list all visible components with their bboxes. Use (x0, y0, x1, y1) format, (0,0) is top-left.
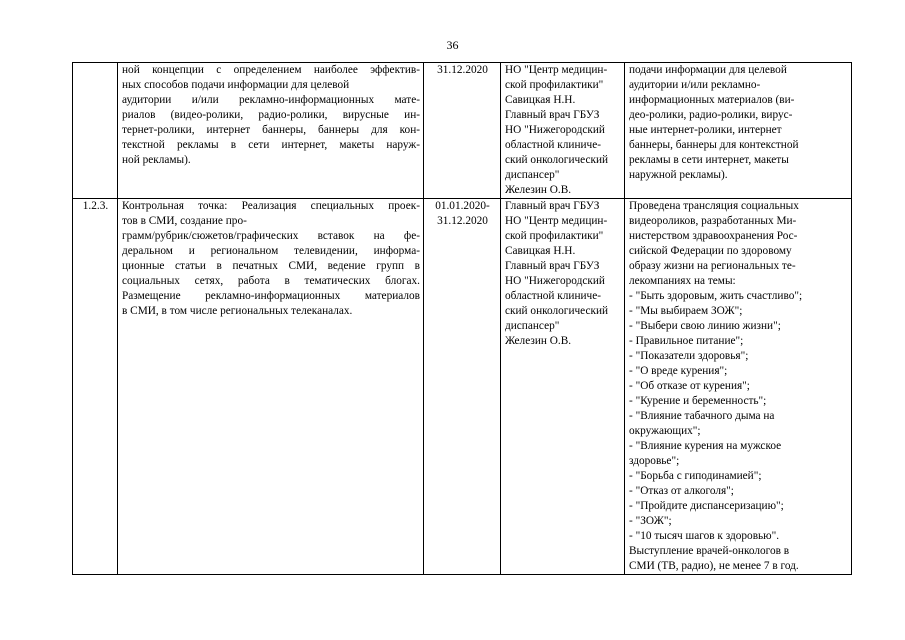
text-line: Главный врач ГБУЗ (505, 200, 600, 212)
text-line: аудитории и/или рекламно-информационных мате- (122, 94, 420, 106)
deadline-cell (424, 199, 501, 575)
text-line: информационных материалов (ви- (629, 94, 795, 106)
text-line: 31.12.2020 (437, 215, 488, 227)
text-line: рекламы в сети интернет, макеты (629, 154, 789, 166)
text-line: диспансер" (505, 320, 560, 332)
text-line: в СМИ, в том числе региональных телеканалах. (122, 305, 353, 317)
text-line: ционные статьи в печатных СМИ, ведение групп в (122, 260, 420, 272)
text-line: ский онкологический (505, 305, 609, 317)
text-line: Железин О.В. (505, 184, 572, 196)
text-line: текстной рекламы в сети интернет, макеты наруж- (122, 139, 420, 151)
text-line: окружающих"; (629, 425, 701, 437)
text-line: аудитории и/или рекламно- (629, 79, 761, 91)
description-cell (118, 199, 424, 575)
text-line: образу жизни на региональных те- (629, 260, 796, 272)
text-line: - "Влияние курения на мужское (629, 440, 782, 452)
description-cell (118, 63, 424, 199)
text-line: подачи информации для целевой (629, 64, 787, 76)
text-line: - "О вреде курения"; (629, 365, 728, 377)
table-row (73, 63, 852, 199)
text-line: ной рекламы). (122, 154, 191, 166)
result-cell (625, 63, 852, 199)
text-line: 01.01.2020- (435, 200, 490, 212)
text-line: социальных сетях, работа в тематических блогах. (122, 275, 420, 287)
text-line: областной клиниче- (505, 139, 602, 151)
text-line: ской профилактики" (505, 230, 604, 242)
text-line: тов в СМИ, создание про- (122, 215, 247, 227)
text-line: здоровье"; (629, 455, 680, 467)
text-line: видеороликов, разработанных Ми- (629, 215, 797, 227)
item-number-cell (73, 63, 118, 199)
text-line: део-ролики, радио-ролики, вирус- (629, 109, 793, 121)
text-line: НО "Центр медицин- (505, 64, 608, 76)
text-line: ные интернет-ролики, интернет (629, 124, 782, 136)
text-line: нистерством здравоохранения Рос- (629, 230, 798, 242)
result-cell (625, 199, 852, 575)
text-line: Савицкая Н.Н. (505, 245, 576, 257)
text-line: Железин О.В. (505, 335, 572, 347)
responsible-cell (501, 63, 625, 199)
text-line: Савицкая Н.Н. (505, 94, 576, 106)
text-line: областной клиниче- (505, 290, 602, 302)
text-line: - "Курение и беременность"; (629, 395, 767, 407)
table-row (73, 199, 852, 575)
text-line: - "Отказ от алкоголя"; (629, 485, 734, 497)
text-line: - "Об отказе от курения"; (629, 380, 750, 392)
text-line: - "Быть здоровым, жить счастливо"; (629, 290, 803, 302)
text-line: ской профилактики" (505, 79, 604, 91)
responsible-cell (501, 199, 625, 575)
text-line: Выступление врачей-онкологов в (629, 545, 790, 557)
text-line: - "Влияние табачного дыма на (629, 410, 775, 422)
text-line: 31.12.2020 (437, 64, 488, 76)
text-line: тернет-ролики, интернет баннеры, баннеры для кон- (122, 124, 420, 136)
text-line: грамм/рубрик/сюжетов/графических вставок на фе- (122, 230, 420, 242)
text-line: ных способов подачи информации для целевой (122, 79, 350, 91)
text-line: НО "Нижегородский (505, 124, 605, 136)
text-line: диспансер" (505, 169, 560, 181)
text-line: - Правильное питание"; (629, 335, 744, 347)
text-line: НО "Нижегородский (505, 275, 605, 287)
text-line: НО "Центр медицин- (505, 215, 608, 227)
page-number: 36 (446, 38, 459, 52)
text-line: Главный врач ГБУЗ (505, 109, 600, 121)
text-line: - "10 тысяч шагов к здоровью". (629, 530, 780, 542)
text-line: риалов (видео-ролики, радио-ролики, вирусные ин- (122, 109, 420, 121)
text-line: - "Показатели здоровья"; (629, 350, 749, 362)
text-line: Размещение рекламно-информационных материалов (122, 290, 420, 302)
item-number-cell (73, 199, 118, 575)
text-line: ной концепции с определением наиболее эффектив- (122, 64, 420, 76)
text-line: деральном и региональном телевидении, информа- (122, 245, 420, 257)
text-line: Главный врач ГБУЗ (505, 260, 600, 272)
text-line: Контрольная точка: Реализация специальных проек- (122, 200, 420, 212)
text-line: - "Пройдите диспансеризацию"; (629, 500, 784, 512)
deadline-cell (424, 63, 501, 199)
text-line: баннеры, баннеры для контекстной (629, 139, 799, 151)
text-line: наружной рекламы). (629, 169, 728, 181)
item-number: 1.2.3. (82, 200, 109, 212)
text-line: - "ЗОЖ"; (629, 515, 672, 527)
plan-table (72, 62, 852, 575)
text-line: - "Мы выбираем ЗОЖ"; (629, 305, 743, 317)
text-line: СМИ (ТВ, радио), не менее 7 в год. (629, 560, 799, 572)
text-line: Проведена трансляция социальных (629, 200, 799, 212)
text-line: ский онкологический (505, 154, 609, 166)
text-line: - "Выбери свою линию жизни"; (629, 320, 781, 332)
text-line: сийской Федерации по здоровому (629, 245, 792, 257)
text-line: - "Борьба с гиподинамией"; (629, 470, 762, 482)
text-line: лекомпаниях на темы: (629, 275, 736, 287)
